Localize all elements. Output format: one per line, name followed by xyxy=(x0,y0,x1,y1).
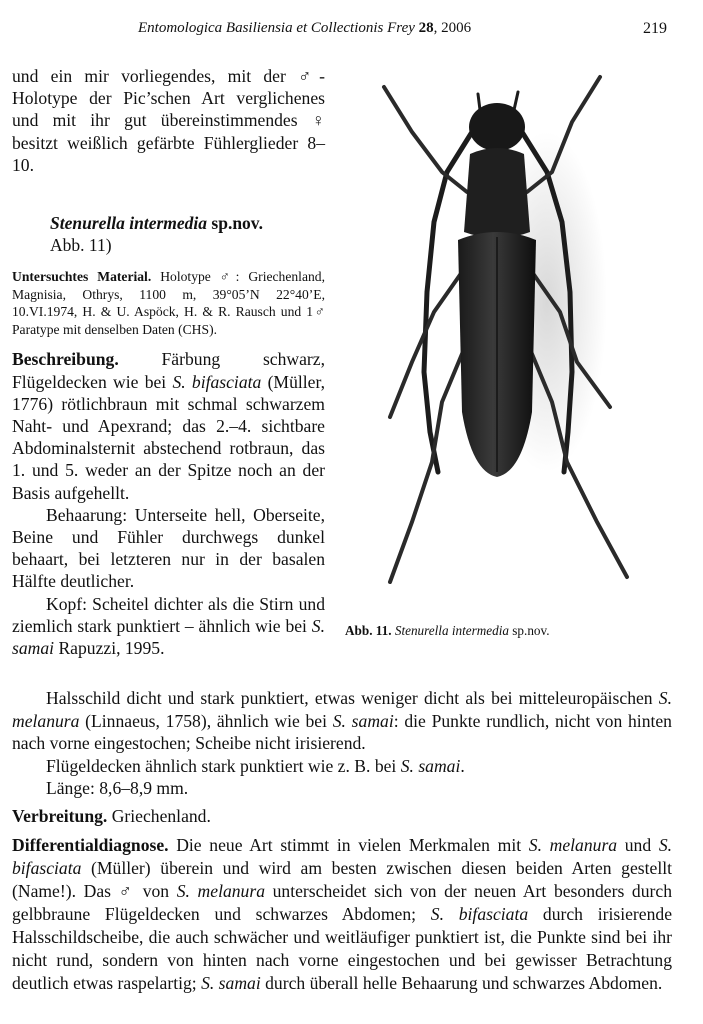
fluegeldecken-text: Flügeldecken ähnlich stark punktiert wie z. B. bei xyxy=(46,755,401,776)
caption-status: sp.nov. xyxy=(509,623,550,638)
figure-beetle-photo xyxy=(372,72,652,612)
laenge-paragraph: Länge: 8,6–8,9 mm. xyxy=(46,778,189,799)
taxon-name: S. samai xyxy=(12,615,325,659)
description-label: Beschreibung. xyxy=(12,349,119,370)
description-text: (Müller, 1776) rötlichbraun mit schmal schwarzem Naht- und Apexrand; das 2.–4. sichtbare Abdominalsternit abstechend rotbraun, das 1. und 5. weder an der Spitze noch an der Basis aufgehellt. xyxy=(12,371,326,503)
species-heading xyxy=(12,212,325,256)
differential-text: durch überall helle Behaarung und schwarzes Abdomen. xyxy=(260,973,663,993)
journal-year: , 2006 xyxy=(433,20,472,36)
journal-volume: 28 xyxy=(418,20,434,36)
differential-block xyxy=(12,834,672,995)
taxon-name: S. samai xyxy=(332,710,394,731)
halsschild-text: Halsschild dicht und stark punktiert, etwas weniger dicht als bei mitteleuropäischen xyxy=(46,688,659,708)
halsschild-text: : die Punkte rundlich, nicht von hinten nach vorne eingestochen; Scheibe nicht irisierend. xyxy=(12,710,672,754)
differential-text: (Müller) überein und wird am besten zwischen diesen beiden Arten gestellt (Name!). Das ♂ von xyxy=(12,858,672,901)
taxon-name: S. samai xyxy=(400,755,461,776)
running-header xyxy=(0,20,703,42)
halsschild-paragraph xyxy=(12,687,672,755)
verbreitung-label: Verbreitung. xyxy=(12,806,108,826)
beetle-head xyxy=(469,103,525,151)
caption-label: Abb. 11. xyxy=(345,623,392,638)
behaarung-paragraph: Behaarung: Unterseite hell, Oberseite, Beine und Fühler durchwegs dunkel behaart, bei letzteren nur in der basalen Hälfte deutlicher. xyxy=(12,504,325,592)
taxon-name: S. samai xyxy=(201,973,261,993)
taxon-name: S. bifasciata xyxy=(430,904,529,924)
differential-label: Differentialdiagnose. xyxy=(12,835,169,855)
description-text: Färbung schwarz, Flügeldecken wie bei xyxy=(12,349,325,392)
differential-text: Die neue Art stimmt in vielen Merkmalen mit xyxy=(168,835,529,855)
page-number: 219 xyxy=(643,20,667,37)
material-label: Untersuchtes Material. xyxy=(12,269,152,285)
species-figure-ref: Abb. 11) xyxy=(50,235,112,256)
material-text: Holotype ♂: Griechenland, Magnisia, Othrys, 1100 m, 39°05’N 22°40’E, 10.VI.1974, H. & U. Aspöck, H. & R. Rausch und 1♂ Paratype mit denselben Daten (CHS). xyxy=(12,269,325,337)
fluegeldecken-text: . xyxy=(460,755,465,776)
verbreitung-text: Griechenland. xyxy=(107,806,211,826)
kopf-paragraph xyxy=(12,593,325,660)
caption-species: Stenurella intermedia xyxy=(394,623,509,638)
description-paragraph xyxy=(12,348,325,503)
beetle-illustration xyxy=(372,72,652,612)
verbreitung-block xyxy=(12,805,672,828)
fluegeldecken-paragraph xyxy=(12,755,672,778)
taxon-name: S. bifasciata xyxy=(172,371,262,392)
species-name: Stenurella intermedia xyxy=(50,213,208,234)
taxon-name: S. bifasciata xyxy=(12,835,673,878)
differential-text: durch irisierende Halsschildscheibe, die auch schwächer und weitläufiger punktiert ist, die Punkte sind bei ihr nicht rund, sondern von hinten nach vorne eingestochen und bei gewisser Betrachtung deutlich etwas raspelartig; xyxy=(12,904,673,993)
taxon-name: S. melanura xyxy=(12,688,672,731)
differential-paragraph xyxy=(12,834,672,995)
beetle-pronotum xyxy=(464,148,530,238)
intro-paragraph: und ein mir vorliegendes, mit der ♂-Holotype der Pic’schen Art verglichenes und mit ihr gut übereinstimmendes ♀ besitzt weißlich gefärbte Fühlerglieder 8–10. xyxy=(12,66,325,175)
species-status: sp.nov. xyxy=(207,213,263,234)
differential-text: unterscheidet sich von der neuen Art besonders durch gelbbraune Flügeldecken und schwarzes Abdomen; xyxy=(12,881,672,924)
figure-caption xyxy=(345,623,550,639)
journal-name: Entomologica Basiliensia et Collectionis Frey xyxy=(138,20,415,36)
verbreitung-paragraph xyxy=(12,805,672,828)
left-column xyxy=(12,65,325,659)
kopf-text: Kopf: Scheitel dichter als die Stirn und ziemlich stark punktiert – ähnlich wie bei xyxy=(12,593,325,636)
halsschild-text: (Linnaeus, 1758), ähnlich wie bei xyxy=(79,710,333,731)
differential-text: und xyxy=(617,835,659,855)
material-paragraph xyxy=(12,268,325,338)
kopf-text: Rapuzzi, 1995. xyxy=(54,638,165,659)
halsschild-block xyxy=(12,687,672,800)
taxon-name: S. melanura xyxy=(176,881,265,901)
taxon-name: S. melanura xyxy=(528,835,618,855)
journal-citation xyxy=(138,20,471,37)
